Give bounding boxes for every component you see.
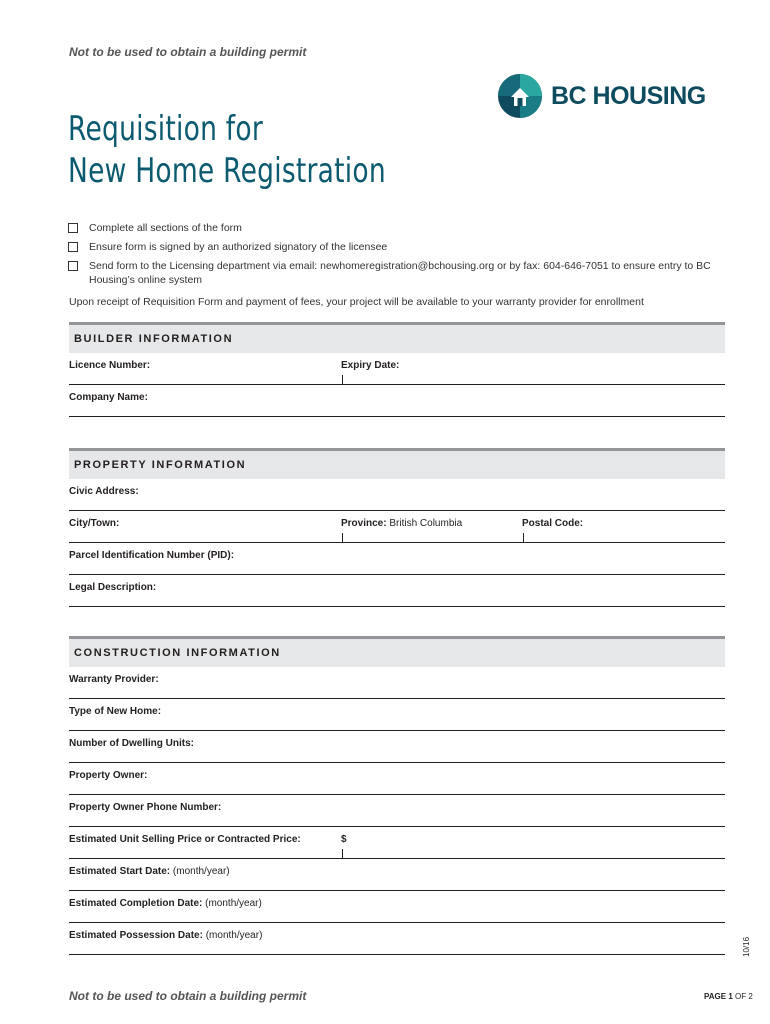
start-date-row	[69, 859, 725, 891]
top-disclaimer: Not to be used to obtain a building permit	[69, 45, 307, 59]
property-owner-row	[69, 763, 725, 795]
checklist-text: Complete all sections of the form	[89, 222, 242, 234]
completion-date-label: Estimated Completion Date:	[69, 898, 203, 909]
page-total: OF 2	[735, 992, 753, 1001]
checkbox-icon[interactable]	[68, 223, 78, 233]
instruction-checklist	[68, 221, 728, 292]
company-name-field[interactable]: Company Name:	[69, 392, 148, 403]
province-value: British Columbia	[389, 518, 463, 529]
property-information-section	[69, 448, 725, 607]
dwelling-units-row	[69, 731, 725, 763]
start-date-label: Estimated Start Date:	[69, 866, 171, 877]
checklist-text: Send form to the Licensing department via email: newhomeregistration@bchousing.org or by fax: 604-646-7051 to ensure entry to BC Housing’s online system	[89, 260, 711, 286]
company-row	[69, 385, 725, 417]
field-divider	[342, 375, 343, 384]
field-divider	[342, 849, 343, 858]
civic-address-field[interactable]: Civic Address:	[69, 486, 139, 497]
province-field[interactable]	[341, 518, 462, 529]
field-divider	[523, 533, 524, 542]
completion-date-row	[69, 891, 725, 923]
dwelling-units-field[interactable]: Number of Dwelling Units:	[69, 738, 194, 749]
date-format-hint: (month/year)	[205, 930, 263, 941]
receipt-note: Upon receipt of Requisition Form and payment of fees, your project will be available to your warranty provider for enrollment	[69, 296, 644, 308]
checklist-item	[68, 221, 728, 235]
checkbox-icon[interactable]	[68, 261, 78, 271]
page-number	[704, 992, 753, 1001]
logo-wordmark: BC HOUSING	[551, 81, 706, 110]
possession-date-field[interactable]	[69, 930, 262, 941]
checklist-text: Ensure form is signed by an authorized signatory of the licensee	[89, 241, 388, 253]
owner-phone-field[interactable]: Property Owner Phone Number:	[69, 802, 222, 813]
selling-price-row	[69, 827, 725, 859]
page-current: 1	[728, 992, 733, 1001]
section-heading: BUILDER INFORMATION	[69, 322, 725, 353]
legal-description-field[interactable]: Legal Description:	[69, 582, 157, 593]
builder-information-section	[69, 322, 725, 417]
province-label: Province:	[341, 518, 387, 529]
possession-date-row	[69, 923, 725, 955]
title-line-1: Requisition for	[68, 109, 263, 149]
type-of-home-field[interactable]: Type of New Home:	[69, 706, 162, 717]
page-title	[68, 108, 386, 192]
bc-housing-logo	[497, 71, 707, 121]
owner-phone-row	[69, 795, 725, 827]
licence-number-field[interactable]: Licence Number:	[69, 360, 151, 371]
postal-code-field[interactable]: Postal Code:	[522, 518, 584, 529]
section-heading: PROPERTY INFORMATION	[69, 448, 725, 479]
city-town-field[interactable]: City/Town:	[69, 518, 120, 529]
pid-row	[69, 543, 725, 575]
construction-information-section	[69, 636, 725, 955]
bottom-disclaimer: Not to be used to obtain a building permit	[69, 989, 307, 1003]
selling-price-label: Estimated Unit Selling Price or Contracted Price:	[69, 834, 301, 845]
licence-row	[69, 353, 725, 385]
title-line-2: New Home Registration	[68, 151, 386, 191]
form-version: 10/16	[742, 936, 751, 957]
start-date-field[interactable]	[69, 866, 230, 877]
field-divider	[342, 533, 343, 542]
bc-housing-logo-icon	[497, 73, 543, 119]
warranty-provider-field[interactable]: Warranty Provider:	[69, 674, 159, 685]
possession-date-label: Estimated Possession Date:	[69, 930, 203, 941]
section-heading: CONSTRUCTION INFORMATION	[69, 636, 725, 667]
civic-address-row	[69, 479, 725, 511]
checkbox-icon[interactable]	[68, 242, 78, 252]
completion-date-field[interactable]	[69, 898, 262, 909]
pid-field[interactable]: Parcel Identification Number (PID):	[69, 550, 235, 561]
selling-price-field[interactable]: $	[341, 834, 347, 845]
date-format-hint: (month/year)	[205, 898, 262, 909]
page-word: PAGE	[704, 992, 727, 1001]
type-of-home-row	[69, 699, 725, 731]
date-format-hint: (month/year)	[172, 866, 230, 877]
checklist-item	[68, 240, 728, 254]
warranty-provider-row	[69, 667, 725, 699]
expiry-date-field[interactable]: Expiry Date:	[341, 360, 400, 371]
property-owner-field[interactable]: Property Owner:	[69, 770, 148, 781]
legal-description-row	[69, 575, 725, 607]
checklist-item	[68, 259, 728, 287]
city-row	[69, 511, 725, 543]
